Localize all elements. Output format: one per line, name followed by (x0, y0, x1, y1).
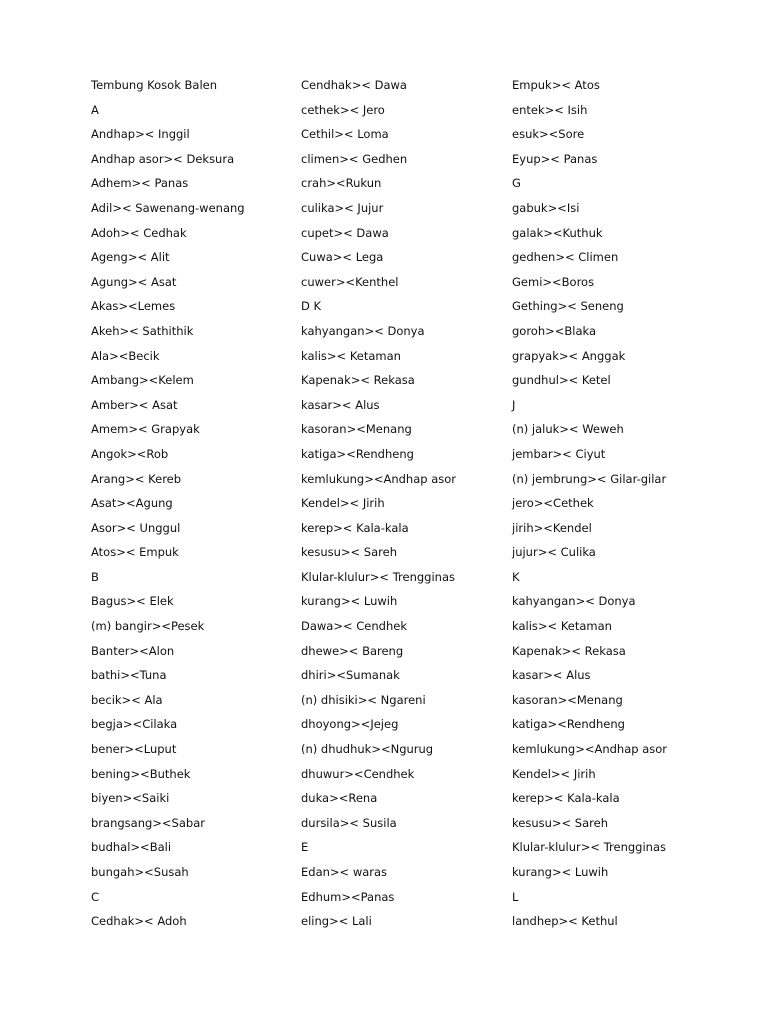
text-line: Cuwa>< Lega (301, 250, 384, 265)
text-line: Andhap>< Inggil (91, 127, 190, 142)
text-line: Akas><Lemes (91, 299, 176, 314)
text-line: grapyak>< Anggak (512, 348, 626, 363)
text-line: katiga><Rendheng (512, 717, 625, 732)
text-line: Arang>< Kereb (91, 471, 182, 486)
text-line: Agung>< Asat (91, 274, 177, 289)
text-line: Edhum><Panas (301, 889, 395, 904)
text-line: kahyangan>< Donya (512, 594, 636, 609)
text-line: Empuk>< Atos (512, 78, 600, 92)
text-line: katiga><Rendheng (301, 446, 414, 461)
text-line: E (301, 840, 309, 855)
text-line: kasar>< Alus (301, 397, 380, 412)
text-line: eling>< Lali (301, 914, 372, 929)
text-line: kurang>< Luwih (512, 865, 609, 879)
text-line: kerep>< Kala-kala (301, 520, 409, 535)
text-line: jujur>< Culika (512, 545, 596, 560)
text-line: Edan>< waras (301, 865, 388, 879)
text-line: dursila>< Susila (301, 815, 397, 830)
text-line: budhal><Bali (91, 840, 172, 855)
text-line: (n) dhudhuk><Ngurug (301, 742, 434, 757)
text-line: Cedhak>< Adoh (91, 914, 187, 929)
text-line: kasoran><Menang (301, 422, 412, 437)
column-3 (512, 76, 727, 937)
text-line: jero><Cethek (512, 496, 594, 511)
text-line: Klular-klulur>< Trengginas (301, 569, 455, 584)
text-line: Kendel>< Jirih (512, 766, 596, 781)
text-line: Kapenak>< Rekasa (512, 643, 626, 658)
text-line: Amber>< Asat (91, 397, 178, 412)
text-line: bener><Luput (91, 742, 177, 757)
text-line: B (91, 569, 99, 584)
text-line: Tembung Kosok Balen (91, 78, 218, 92)
text-line: Atos>< Empuk (91, 545, 179, 560)
text-line: dhiri><Sumanak (301, 668, 400, 683)
text-line: Ageng>< Alit (91, 250, 170, 265)
text-line: Angok><Rob (91, 446, 169, 461)
text-line: D K (301, 299, 322, 314)
text-line: Asor>< Unggul (91, 520, 181, 535)
text-line: jirih><Kendel (512, 520, 592, 535)
text-line: kasoran><Menang (512, 692, 623, 707)
text-line: Eyup>< Panas (512, 151, 598, 166)
text-line: kasar>< Alus (512, 668, 591, 683)
text-line: kalis>< Ketaman (301, 348, 401, 363)
text-line: bathi><Tuna (91, 668, 167, 683)
text-line: galak><Kuthuk (512, 225, 603, 240)
text-line: biyen><Saiki (91, 791, 170, 806)
text-line: C (91, 889, 100, 904)
text-line: (n) dhisiki>< Ngareni (301, 692, 426, 707)
text-line: (m) bangir><Pesek (91, 619, 205, 634)
text-line: Ala><Becik (91, 348, 160, 363)
text-line: kesusu>< Sareh (301, 545, 397, 560)
text-line: goroh><Blaka (512, 323, 597, 338)
text-line: kurang>< Luwih (301, 594, 398, 609)
text-line: Klular-klulur>< Trengginas (512, 840, 666, 855)
text-line: L (512, 889, 519, 904)
text-line: cuwer><Kenthel (301, 274, 399, 289)
text-line: Adhem>< Panas (91, 176, 189, 191)
text-line: kahyangan>< Donya (301, 323, 425, 338)
text-line: Kapenak>< Rekasa (301, 373, 415, 388)
text-line: dhewe>< Bareng (301, 643, 404, 658)
text-line: Kendel>< Jirih (301, 496, 385, 511)
text-line: Cendhak>< Dawa (301, 78, 407, 92)
text-line: Asat><Agung (91, 496, 173, 511)
text-line: begja><Cilaka (91, 717, 178, 732)
column-1 (91, 76, 306, 937)
text-line: climen>< Gedhen (301, 151, 408, 166)
text-line: K (512, 569, 520, 584)
text-line: Ambang><Kelem (91, 373, 194, 388)
text-line: kemlukung><Andhap asor (512, 742, 668, 757)
text-line: Amem>< Grapyak (91, 422, 200, 437)
text-line: cethek>< Jero (301, 102, 385, 117)
text-line: (n) jaluk>< Weweh (512, 422, 624, 437)
text-line: Cethil>< Loma (301, 127, 389, 142)
text-line: J (512, 397, 516, 412)
text-line: crah><Rukun (301, 176, 382, 191)
text-line: bening><Buthek (91, 766, 191, 781)
text-line: Adoh>< Cedhak (91, 225, 187, 240)
text-line: jembar>< Ciyut (512, 446, 606, 461)
text-line: G (512, 176, 521, 191)
text-line: kalis>< Ketaman (512, 619, 612, 634)
text-line: landhep>< Kethul (512, 914, 618, 929)
column-2 (301, 76, 516, 937)
text-line: (n) jembrung>< Gilar-gilar (512, 471, 667, 486)
text-line: Andhap asor>< Deksura (91, 151, 235, 166)
text-line: duka><Rena (301, 791, 378, 806)
text-line: Gething>< Seneng (512, 299, 624, 314)
text-line: Akeh>< Sathithik (91, 323, 194, 338)
text-line: Dawa>< Cendhek (301, 619, 407, 634)
text-line: bungah><Susah (91, 865, 189, 879)
text-line: becik>< Ala (91, 692, 163, 707)
text-line: kesusu>< Sareh (512, 815, 608, 830)
text-line: dhuwur><Cendhek (301, 766, 415, 781)
text-line: gabuk><Isi (512, 200, 580, 215)
text-line: Banter><Alon (91, 643, 175, 658)
text-line: brangsang><Sabar (91, 815, 205, 830)
text-line: kerep>< Kala-kala (512, 791, 620, 806)
text-line: Gemi><Boros (512, 274, 595, 289)
text-line: Adil>< Sawenang-wenang (91, 200, 245, 215)
text-line: gundhul>< Ketel (512, 373, 611, 388)
text-line: dhoyong><Jejeg (301, 717, 399, 732)
text-line: cupet>< Dawa (301, 225, 389, 240)
text-line: entek>< Isih (512, 102, 588, 117)
text-line: kemlukung><Andhap asor (301, 471, 457, 486)
text-line: A (91, 102, 99, 117)
text-line: culika>< Jujur (301, 200, 384, 215)
text-line: esuk><Sore (512, 127, 585, 142)
text-line: gedhen>< Climen (512, 250, 619, 265)
text-line: Bagus>< Elek (91, 594, 174, 609)
